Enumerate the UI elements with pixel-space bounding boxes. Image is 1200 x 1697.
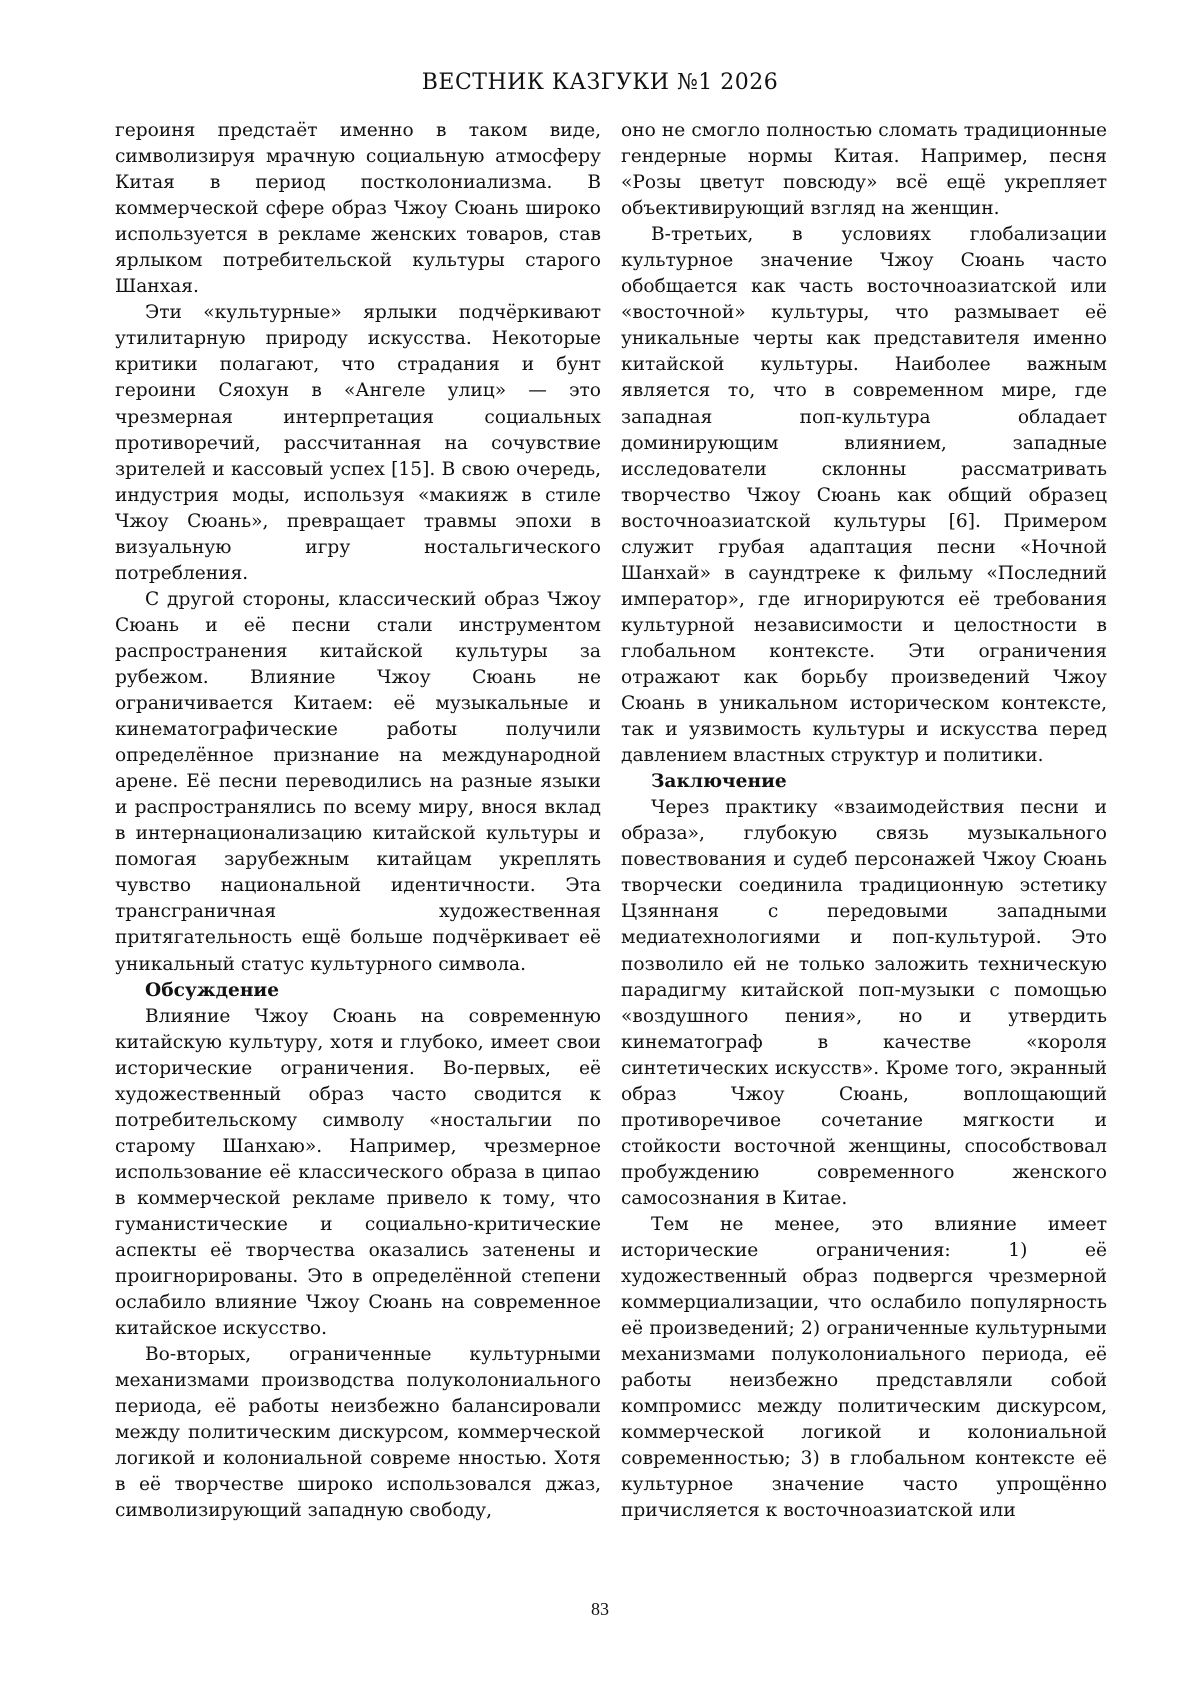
section-heading-conclusion: Заключение: [651, 771, 787, 793]
paragraph: Через практику «взаимодействия песни и образа», глубокую связь музыкального повествования и судеб персонажей Чжоу Сюань творчески соединила традиционную эстетику Цзяннаня с передовыми западными медиатехнологиями и поп-культурой. Это позволило ей не только заложить техническую парадигму китайской поп-музыки с помощью «воздушного пения», но и утвердить кинематограф в качестве «короля синтетических искусств». Кроме того, экранный образ Чжоу Сюань, воплощающий противоречивое сочетание мягкости и стойкости восточной женщины, способствовал пробуждению современного женского самосознания в Китае.: [621, 797, 1107, 1209]
journal-header: ВЕСТНИК КАЗГУКИ №1 2026: [421, 70, 779, 95]
paragraph: В-третьих, в условиях глобализации культурное значение Чжоу Сюань часто обобщается как часть восточноазиатской или «восточной» культуры, что размывает её уникальные черты как представителя именно китайской культуры. Наиболее важным является то, что в современном мире, где западная поп-культура обладает доминирующим влиянием, западные исследователи склонны рассматривать творчество Чжоу Сюань как общий образец восточноазиатской культуры [6]. Примером служит грубая адаптация песни «Ночной Шанхай» в саундтреке к фильму «Последний император», где игнорируются её требования культурной независимости и целостности в глобальном контексте. Эти ограничения отражают как борьбу произведений Чжоу Сюань в уникальном историческом контексте, так и уязвимость культуры и искусства перед давлением властных структур и политики.: [621, 224, 1107, 767]
paragraph: оно не смогло полностью сломать традиционные гендерные нормы Китая. Например, песня «Розы цветут повсюду» всё ещё укрепляет объективирующий взгляд на женщин.: [621, 120, 1107, 220]
right-column: [621, 118, 1107, 1525]
section-heading-discussion: Обсуждение: [145, 979, 280, 1001]
paragraph: Тем не менее, это влияние имеет исторические ограничения: 1) её художественный образ подвергся чрезмерной коммерциализации, что ослабило популярность её произведений; 2) ограниченные культурными механизмами полуколониального периода, её работы неизбежно представляли собой компромисс между политическим дискурсом, коммерческой логикой и колониальной современностью; 3) в глобальном контексте её культурное значение часто упрощённо причисляется к восточноазиатской или: [621, 1213, 1107, 1522]
left-column: [115, 118, 601, 1525]
page-number: 83: [591, 1599, 609, 1619]
paragraph: Эти «культурные» ярлыки подчёркивают утилитарную природу искусства. Некоторые критики полагают, что страдания и бунт героини Сяохун в «Ангеле улиц» — это чрезмерная интерпретация социальных противоречий, рассчитанная на сочувствие зрителей и кассовый успех [15]. В свою очередь, индустрия моды, используя «макияж в стиле Чжоу Сюань», превращает травмы эпохи в визуальную игру ностальгического потребления.: [115, 302, 601, 584]
paragraph: С другой стороны, классический образ Чжоу Сюань и её песни стали инструментом распространения китайской культуры за рубежом. Влияние Чжоу Сюань не ограничивается Китаем: её музыкальные и кинематографические работы получили определённое признание на международной арене. Её песни переводились на разные языки и распространялись по всему миру, внося вклад в интернационализацию китайской культуры и помогая зарубежным китайцам укреплять чувство национальной идентичности. Эта трансграничная художественная притягательность ещё больше подчёркивает её уникальный статус культурного символа.: [115, 588, 601, 975]
paragraph: Во-вторых, ограниченные культурными механизмами производства полуколониального периода, её работы неизбежно балансировали между политическим дискурсом, коммерческой логикой и колониальной совреме нностью. Хотя в её творчестве широко использовался джаз, символизирующий западную свободу,: [115, 1344, 601, 1522]
paragraph: Влияние Чжоу Сюань на современную китайскую культуру, хотя и глубоко, имеет свои исторические ограничения. Во-первых, её художественный образ часто сводится к потребительскому символу «ностальгии по старому Шанхаю». Например, чрезмерное использование её классического образа в ципао в коммерческой рекламе привело к тому, что гуманистические и социально-критические аспекты её творчества оказались затенены и проигнорированы. Это в определённой степени ослабило влияние Чжоу Сюань на современное китайское искусство.: [115, 1005, 601, 1340]
paragraph: героиня предстаёт именно в таком виде, символизируя мрачную социальную атмосферу Китая в период постколониализма. В коммерческой сфере образ Чжоу Сюань широко используется в рекламе женских товаров, став ярлыком потребительской культуры старого Шанхая.: [115, 120, 601, 298]
